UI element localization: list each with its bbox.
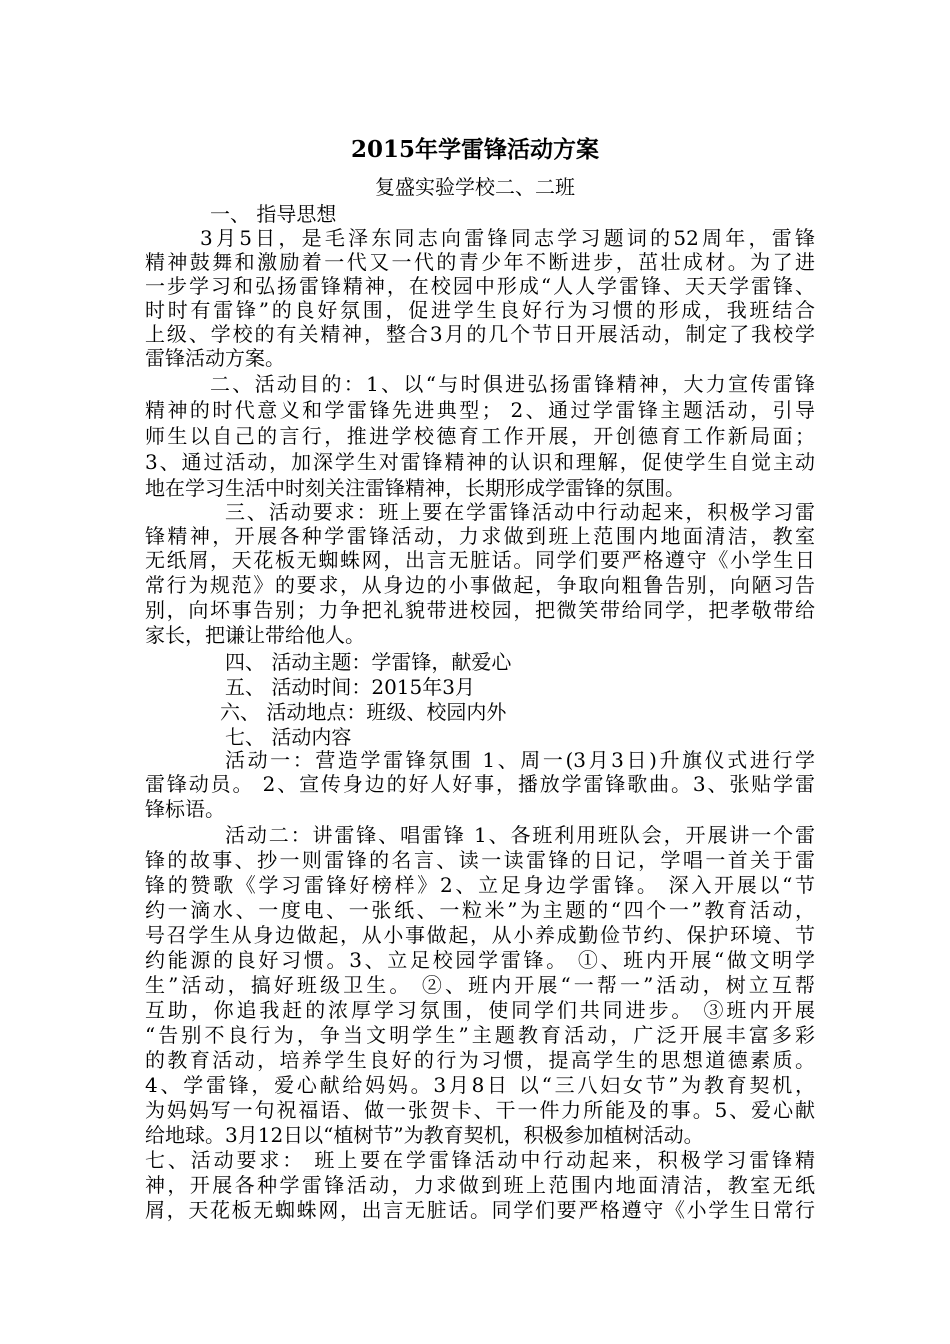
body-line: 锋的赞歌《学习雷锋好榜样》2、立足身边学雷锋。 深入开展以“节 <box>145 873 815 897</box>
body-line: 雷锋动员。 2、宣传身边的好人好事，播放学雷锋歌曲。3、张贴学雷 <box>145 772 815 796</box>
body-line: 3月5日，是毛泽东同志向雷锋同志学习题词的52周年，雷锋 <box>200 226 815 250</box>
body-line: 三、活动要求：班上要在学雷锋活动中行动起来，积极学习雷 <box>225 500 815 524</box>
body-line: 的教育活动，培养学生良好的行为习惯，提高学生的思想道德素质。 <box>145 1048 815 1072</box>
body-line: 二、活动目的：1、以“与时俱进弘扬雷锋精神，大力宣传雷锋 <box>210 372 815 396</box>
body-line: 互助，你追我赶的浓厚学习氛围，使同学们共同进步。 ③班内开展 <box>145 998 815 1022</box>
body-line: 时时有雷锋”的良好氛围，促进学生良好行为习惯的形成，我班结合 <box>145 298 815 322</box>
body-line: 号召学生从身边做起，从小事做起，从小养成勤俭节约、保护环境、节 <box>145 923 815 947</box>
body-line: 无纸屑，天花板无蜘蛛网，出言无脏话。同学们要严格遵守《小学生日 <box>145 548 815 572</box>
body-line: 常行为规范》的要求，从身边的小事做起，争取向粗鲁告别，向陋习告 <box>145 573 815 597</box>
body-line: 一步学习和弘扬雷锋精神，在校园中形成“人人学雷锋、天天学雷锋、 <box>145 274 815 298</box>
body-line: 活动一：营造学雷锋氛围 1、周一(3月3日)升旗仪式进行学 <box>225 748 815 772</box>
body-line: 为妈妈写一句祝福语、做一张贺卡、干一件力所能及的事。5、爱心献 <box>145 1098 815 1122</box>
body-line: 地在学习生活中时刻关注雷锋精神，长期形成学雷锋的氛围。 <box>145 476 685 500</box>
body-line: 4、学雷锋，爱心献给妈妈。3月8日 以“三八妇女节”为教育契机， <box>145 1073 815 1097</box>
body-line: 神，开展各种学雷锋活动，力求做到班上范围内地面清洁，教室无纸 <box>145 1173 815 1197</box>
body-line: 约能源的良好习惯。3、立足校园学雷锋。 ①、班内开展“做文明学 <box>145 948 815 972</box>
body-line: 六、 活动地点：班级、校园内外 <box>220 700 507 724</box>
body-line: 屑，天花板无蜘蛛网，出言无脏话。同学们要严格遵守《小学生日常行 <box>145 1198 815 1222</box>
body-line: 锋精神，开展各种学雷锋活动，力求做到班上范围内地面清洁，教室 <box>145 524 815 548</box>
body-line: 给地球。3月12日以“植树节”为教育契机，积极参加植树活动。 <box>145 1123 704 1147</box>
body-line: 师生以自己的言行，推进学校德育工作开展，开创德育工作新局面； <box>145 424 815 448</box>
document-title: 2015年学雷锋活动方案 <box>350 136 599 163</box>
body-line: 七、活动要求： 班上要在学雷锋活动中行动起来，积极学习雷锋精 <box>145 1148 815 1172</box>
body-line: 四、 活动主题：学雷锋，献爱心 <box>225 650 512 674</box>
body-line: 约一滴水、一度电、一张纸、一粒米”为主题的“四个一”教育活动， <box>145 898 815 922</box>
body-line: 雷锋活动方案。 <box>145 346 285 370</box>
body-line: 生”活动，搞好班级卫生。 ②、班内开展“一帮一”活动，树立互帮 <box>145 973 815 997</box>
body-line: 活动二：讲雷锋、唱雷锋 1、各班利用班队会，开展讲一个雷 <box>225 823 815 847</box>
body-line: 别，向坏事告别；力争把礼貌带进校园，把微笑带给同学，把孝敬带给 <box>145 598 815 622</box>
body-line: 家长，把谦让带给他人。 <box>145 623 365 647</box>
body-line: 一、 指导思想 <box>210 202 337 226</box>
body-line: 五、 活动时间：2015年3月 <box>225 675 475 699</box>
body-line: 上级、学校的有关精神，整合3月的几个节日开展活动，制定了我校学 <box>145 322 815 346</box>
body-line: 精神鼓舞和激励着一代又一代的青少年不断进步，茁壮成材。为了进 <box>145 250 815 274</box>
body-line: 七、 活动内容 <box>225 725 352 749</box>
document-subtitle: 复盛实验学校二、二班 <box>375 175 575 199</box>
body-line: 锋标语。 <box>145 797 225 821</box>
body-line: 3、通过活动，加深学生对雷锋精神的认识和理解，促使学生自觉主动 <box>145 450 815 474</box>
body-line: 锋的故事、抄一则雷锋的名言、读一读雷锋的日记，学唱一首关于雷 <box>145 848 815 872</box>
body-line: “告别不良行为，争当文明学生”主题教育活动，广泛开展丰富多彩 <box>145 1023 815 1047</box>
body-line: 精神的时代意义和学雷锋先进典型； 2、通过学雷锋主题活动，引导 <box>145 398 815 422</box>
